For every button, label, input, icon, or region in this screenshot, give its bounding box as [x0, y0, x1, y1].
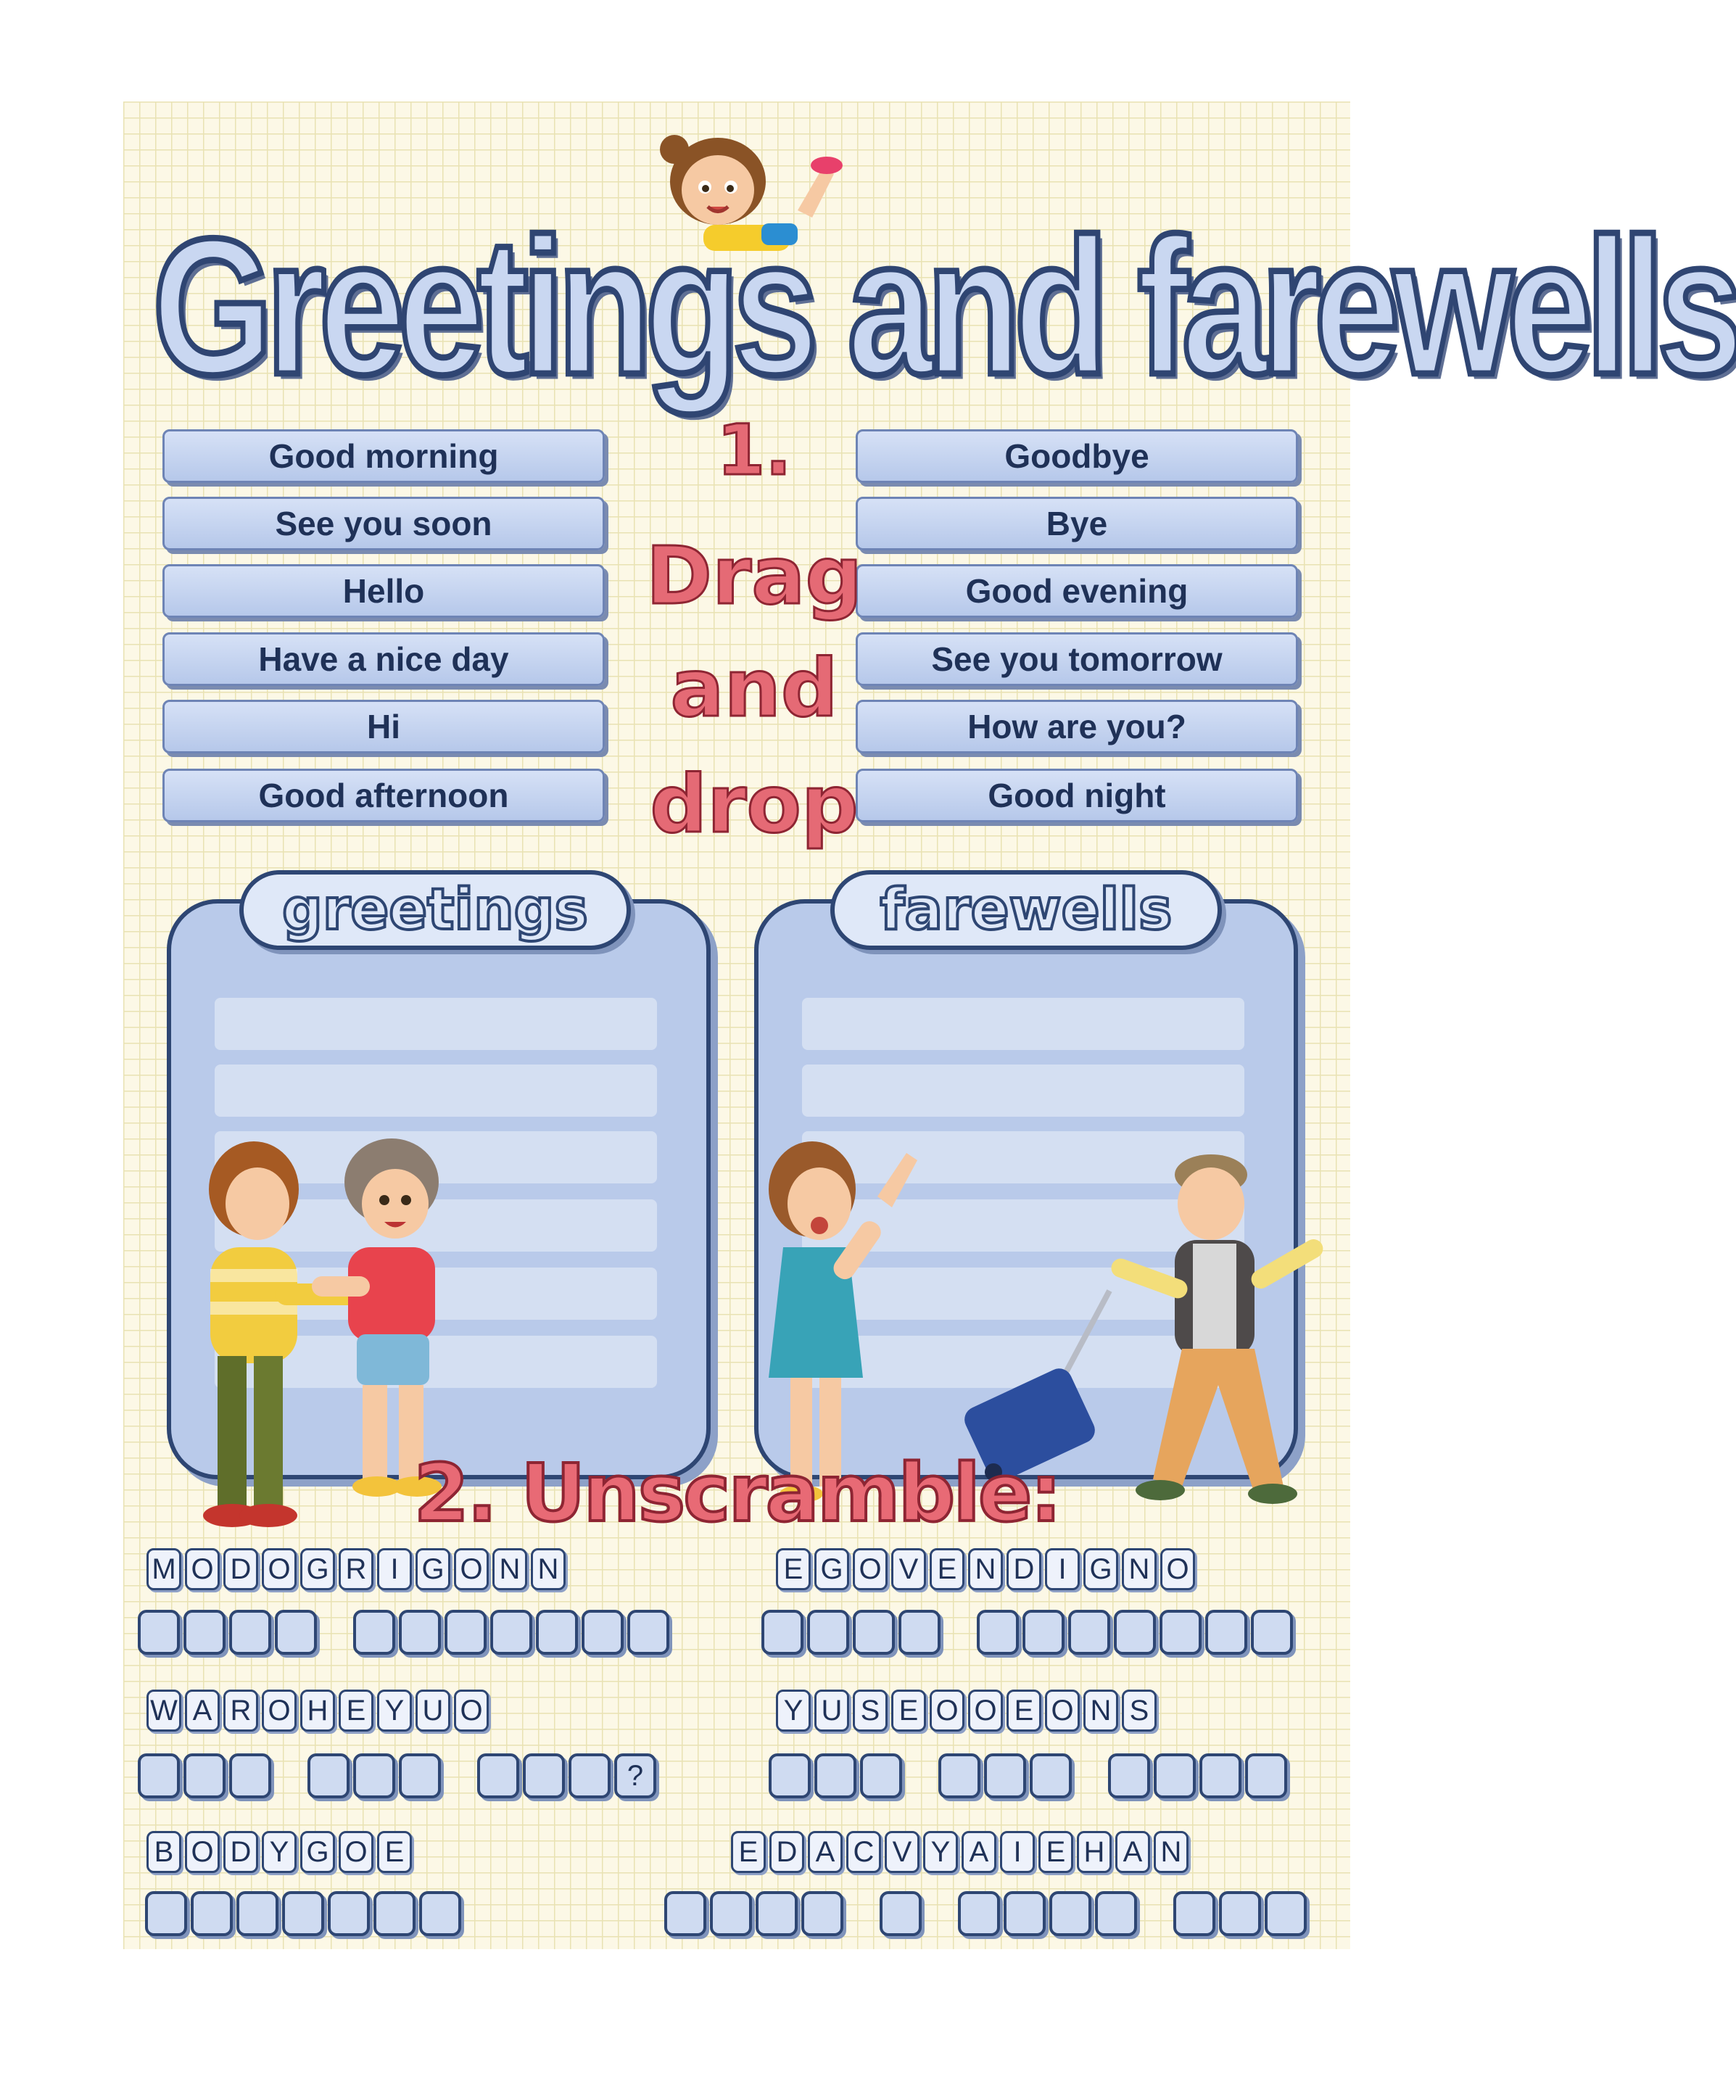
answer-box[interactable] [1095, 1891, 1137, 1936]
answer-box[interactable] [582, 1610, 624, 1655]
answer-box[interactable] [1068, 1610, 1110, 1655]
answer-box[interactable] [1265, 1891, 1307, 1936]
letter-tile: M [146, 1548, 181, 1590]
letter-tile: I [377, 1548, 412, 1590]
instruction-and: and [670, 642, 838, 735]
answer-box[interactable] [627, 1610, 669, 1655]
letter-tile: S [1122, 1690, 1157, 1732]
answer-slot[interactable] [802, 998, 1244, 1050]
scrambled-letters-row [776, 1548, 1195, 1590]
activity-number: 1. [716, 410, 792, 491]
word-card[interactable]: Bye [856, 497, 1298, 550]
answer-box[interactable] [229, 1753, 271, 1798]
letter-tile: C [846, 1831, 881, 1873]
answer-box[interactable] [569, 1753, 611, 1798]
letter-tile: Y [262, 1831, 297, 1873]
word-card[interactable]: Good morning [162, 429, 605, 483]
word-card[interactable]: Have a nice day [162, 632, 605, 686]
answer-box[interactable] [807, 1610, 849, 1655]
letter-tile: E [731, 1831, 766, 1873]
letter-tile: B [146, 1831, 181, 1873]
answer-box[interactable] [523, 1753, 565, 1798]
answer-box[interactable] [399, 1610, 441, 1655]
scrambled-letters-row [146, 1548, 566, 1590]
letter-tile: N [492, 1548, 527, 1590]
answer-box[interactable] [183, 1610, 226, 1655]
answer-box[interactable] [536, 1610, 578, 1655]
answer-slot[interactable] [802, 1065, 1244, 1117]
answer-box[interactable] [898, 1610, 941, 1655]
answer-box[interactable] [477, 1753, 519, 1798]
answer-box[interactable] [756, 1891, 798, 1936]
letter-tile: N [531, 1548, 566, 1590]
answer-box[interactable] [373, 1891, 416, 1936]
answer-box[interactable] [1205, 1610, 1247, 1655]
letter-tile: A [1115, 1831, 1150, 1873]
word-card[interactable]: Good evening [856, 564, 1298, 618]
letter-tile: O [968, 1690, 1003, 1732]
letter-tile: O [930, 1690, 964, 1732]
answer-boxes-row [138, 1753, 656, 1798]
answer-boxes-row [145, 1891, 461, 1936]
word-card[interactable]: Hello [162, 564, 605, 618]
answer-box[interactable] [183, 1753, 226, 1798]
answer-box[interactable] [1219, 1891, 1261, 1936]
word-card[interactable]: How are you? [856, 700, 1298, 753]
letter-tile: N [968, 1548, 1003, 1590]
answer-box[interactable] [710, 1891, 752, 1936]
answer-box[interactable] [236, 1891, 278, 1936]
answer-box[interactable] [490, 1610, 532, 1655]
letter-tile: Y [923, 1831, 958, 1873]
answer-box[interactable] [1199, 1753, 1241, 1798]
letter-tile: O [339, 1831, 373, 1873]
instruction-drag: Drag [645, 529, 863, 622]
answer-box[interactable] [138, 1753, 180, 1798]
answer-box[interactable] [1022, 1610, 1065, 1655]
answer-box[interactable] [1245, 1753, 1287, 1798]
answer-box[interactable] [353, 1610, 395, 1655]
question-mark-box: ? [614, 1753, 656, 1798]
instruction-drop: drop [650, 758, 859, 851]
answer-box[interactable] [1173, 1891, 1215, 1936]
letter-tile: H [300, 1690, 335, 1732]
answer-box[interactable] [399, 1753, 441, 1798]
word-card[interactable]: Good night [856, 769, 1298, 822]
answer-box[interactable] [984, 1753, 1026, 1798]
letter-tile: O [454, 1690, 489, 1732]
answer-box[interactable] [229, 1610, 271, 1655]
answer-box[interactable] [445, 1610, 487, 1655]
answer-boxes-row [138, 1610, 669, 1655]
letter-tile: D [223, 1831, 258, 1873]
letter-tile: N [1083, 1690, 1118, 1732]
letter-tile: G [300, 1548, 335, 1590]
letter-tile: E [339, 1690, 373, 1732]
answer-box[interactable] [1114, 1610, 1156, 1655]
letter-tile: G [416, 1548, 450, 1590]
answer-boxes-row [769, 1753, 1287, 1798]
answer-box[interactable] [814, 1753, 856, 1798]
answer-box[interactable] [191, 1891, 233, 1936]
letter-tile: Y [776, 1690, 811, 1732]
scrambled-letters-row [731, 1831, 1189, 1873]
word-card[interactable]: See you tomorrow [856, 632, 1298, 686]
answer-box[interactable] [958, 1891, 1000, 1936]
answer-box[interactable] [1049, 1891, 1091, 1936]
answer-slot[interactable] [215, 998, 657, 1050]
letter-tile: I [1000, 1831, 1035, 1873]
letter-tile: D [223, 1548, 258, 1590]
answer-box[interactable] [853, 1610, 895, 1655]
letter-tile: W [146, 1690, 181, 1732]
letter-tile: D [1007, 1548, 1041, 1590]
letter-tile: E [1007, 1690, 1041, 1732]
answer-box[interactable] [145, 1891, 187, 1936]
word-card[interactable]: Good afternoon [162, 769, 605, 822]
answer-box[interactable] [1154, 1753, 1196, 1798]
letter-tile: S [853, 1690, 888, 1732]
letter-tile: G [1083, 1548, 1118, 1590]
letter-tile: H [1077, 1831, 1112, 1873]
letter-tile: V [885, 1831, 919, 1873]
letter-tile: D [769, 1831, 804, 1873]
answer-slot[interactable] [215, 1065, 657, 1117]
answer-box[interactable] [1004, 1891, 1046, 1936]
unscramble-heading: 2. Unscramble: [413, 1447, 1060, 1539]
answer-box[interactable] [761, 1610, 803, 1655]
letter-tile: A [185, 1690, 220, 1732]
letter-tile: R [223, 1690, 258, 1732]
letter-tile: O [262, 1548, 297, 1590]
word-card[interactable]: Goodbye [856, 429, 1298, 483]
letter-tile: N [1154, 1831, 1189, 1873]
answer-box[interactable] [801, 1891, 843, 1936]
letter-tile: A [808, 1831, 843, 1873]
letter-tile: A [962, 1831, 996, 1873]
scrambled-letters-row [776, 1690, 1157, 1732]
answer-box[interactable] [769, 1753, 811, 1798]
answer-box[interactable] [328, 1891, 370, 1936]
answer-box[interactable] [1160, 1610, 1202, 1655]
letter-tile: E [1038, 1831, 1073, 1873]
letter-tile: O [1045, 1690, 1080, 1732]
letter-tile: O [454, 1548, 489, 1590]
letter-tile: N [1122, 1548, 1157, 1590]
answer-boxes-row [664, 1891, 1307, 1936]
letter-tile: E [930, 1548, 964, 1590]
letter-tile: G [814, 1548, 849, 1590]
letter-tile: G [300, 1831, 335, 1873]
letter-tile: E [776, 1548, 811, 1590]
answer-box[interactable] [860, 1753, 902, 1798]
worksheet-title: Greetings and farewells [152, 198, 1736, 416]
answer-box[interactable] [1251, 1610, 1293, 1655]
letter-tile: V [891, 1548, 926, 1590]
answer-box[interactable] [664, 1891, 706, 1936]
letter-tile: O [185, 1831, 220, 1873]
answer-box[interactable] [282, 1891, 324, 1936]
letter-tile: U [416, 1690, 450, 1732]
answer-box[interactable] [138, 1610, 180, 1655]
worksheet [123, 102, 1736, 1949]
answer-box[interactable] [307, 1753, 350, 1798]
letter-tile: O [262, 1690, 297, 1732]
word-card[interactable]: See you soon [162, 497, 605, 550]
letter-tile: O [185, 1548, 220, 1590]
answer-box[interactable] [938, 1753, 980, 1798]
answer-box[interactable] [353, 1753, 395, 1798]
answer-boxes-row [761, 1610, 1293, 1655]
letter-tile: U [814, 1690, 849, 1732]
greetings-label: greetings [239, 870, 631, 950]
letter-tile: I [1045, 1548, 1080, 1590]
answer-box[interactable] [977, 1610, 1019, 1655]
letter-tile: E [891, 1690, 926, 1732]
answer-box[interactable] [419, 1891, 461, 1936]
answer-box[interactable] [1108, 1753, 1150, 1798]
answer-box[interactable] [880, 1891, 922, 1936]
letter-tile: E [377, 1831, 412, 1873]
farewells-label: farewells [830, 870, 1222, 950]
letter-tile: R [339, 1548, 373, 1590]
answer-box[interactable] [275, 1610, 317, 1655]
scrambled-letters-row [146, 1690, 489, 1732]
scrambled-letters-row [146, 1831, 412, 1873]
answer-box[interactable] [1030, 1753, 1072, 1798]
letter-tile: O [853, 1548, 888, 1590]
letter-tile: O [1160, 1548, 1195, 1590]
word-card[interactable]: Hi [162, 700, 605, 753]
letter-tile: Y [377, 1690, 412, 1732]
